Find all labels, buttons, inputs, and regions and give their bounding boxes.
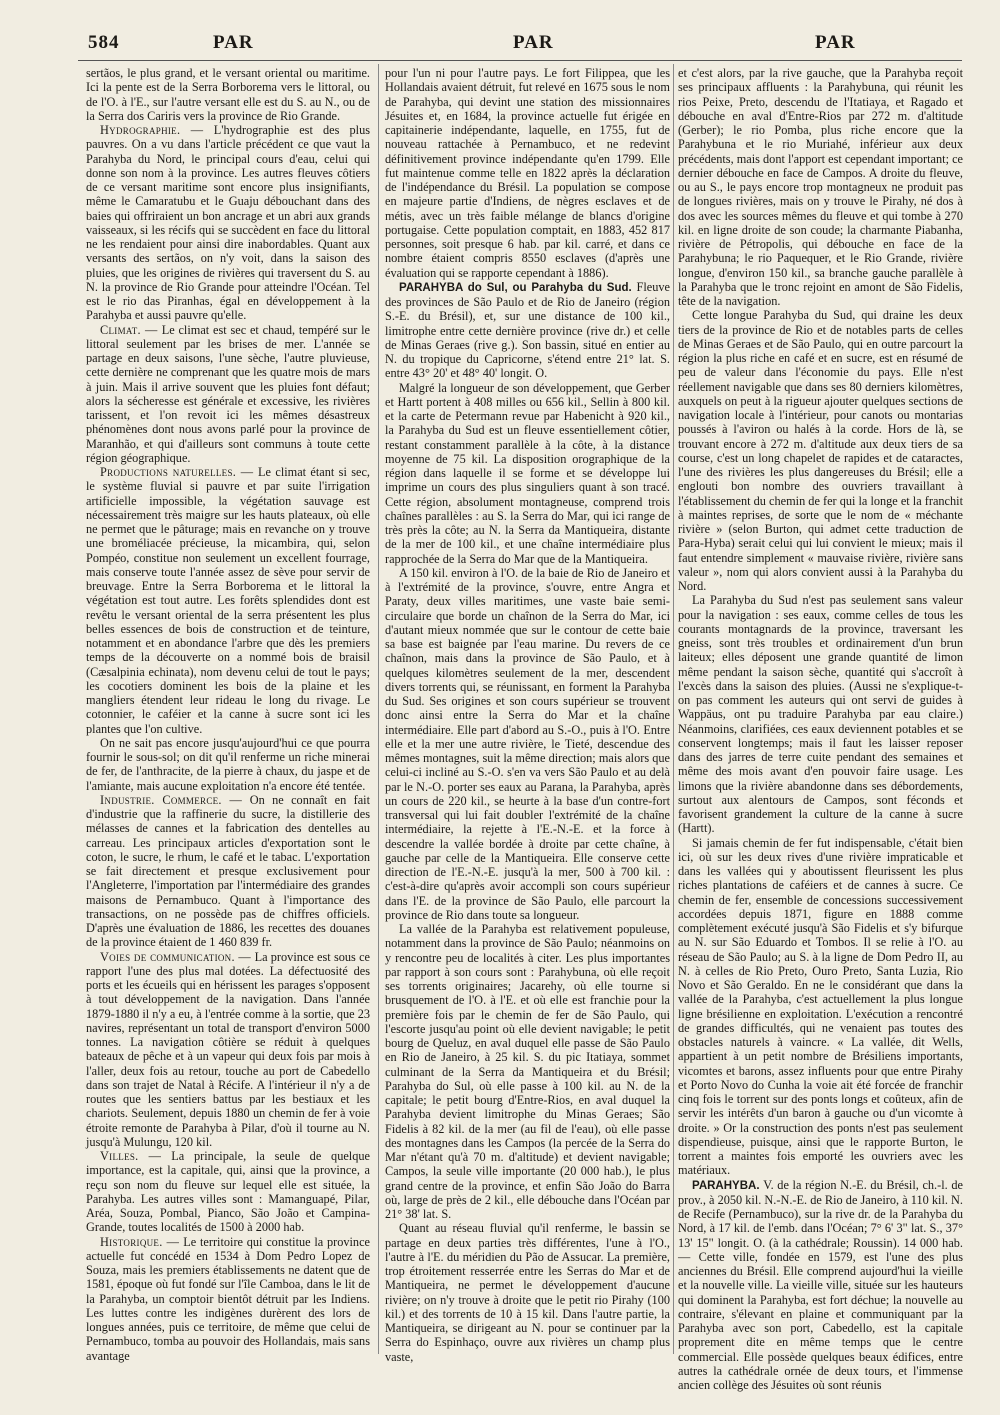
paragraph <box>86 793 370 950</box>
paragraph <box>86 950 370 1150</box>
paragraph-text: Si jamais chemin de fer fut indispensable, c'était bien ici, où sur les deux rives d'une rivière impraticable et dans les vallées qui y aboutissent fleurissent les plus riches plantations de caféiers et de cannes à sucre. Ce chemin de fer, ensemble de concessions successivement accordées depuis 1871, figure en 1888 comme complètement exécuté jusqu'à São Fidelis et s'y bifurque au N. sur São Eduardo et Tombos. Il se relie à l'O. au réseau de São Paulo; au S. à la ligne de Dom Pedro II, au N. à celles de Rio Preto, Ouro Preto, Santa Luzia, Rio Novo et São Geraldo. En ne le considérant que dans la vallée de la Parahyba, c'est actuellement la plus longue ligne brésilienne en exploitation. L'exécution a rencontré de grandes difficultés, qui ne venaient pas toutes des obstacles naturels à vaincre. « La vallée, dit Wells, appartient à un petit nombre de Brésiliens importants, vicomtes et barons, assez influents pour que entre Pirahy et Porto Novo do Cunha la voie ait été forcée de franchir cinq fois le torrent sur des ponts longs et coûteux, afin de servir les intérêts d'un baron à gauche ou d'un vicomte à droite. » Or la construction des ponts n'est pas seulement dispendieuse, puisque, ainsi que le rapporte Burton, le torrent a maintes fois emporté les ouvriers avec les matériaux. <box>678 835 963 1178</box>
paragraph <box>385 66 670 280</box>
paragraph <box>678 1178 963 1393</box>
paragraph-heading: Hydrographie. — <box>100 123 214 137</box>
paragraph-heading: Villes. — <box>100 1149 172 1163</box>
paragraph-text: On ne sait pas encore jusqu'aujourd'hui ce que pourra fournir le sous-sol; on dit qu'il renferme un riche minerai de fer, de l'anthracite, de la pierre à chaux, du jaspe et de l'amiante, mais aucune exploitation n'a encore été tentée. <box>86 735 370 793</box>
text-column-middle <box>385 66 670 1364</box>
paragraph-text: La province est sous ce rapport l'une des plus mal dotées. La défectuosité des ports et les écueils qui en hérissent les parages s'opposent à tout développement de la navigation. Dans l'année 1879-1880 il n'y a eu, à l'entrée comme à la sortie, que 23 navires, représentant un total de transport d'environ 5000 tonnes. La navigation côtière se réduit à quelques bateaux de pêche et à un vapeur qui deux fois par mois à l'aller, deux fois au retour, touche au port de Cabedello dans son trajet de Natal à Récife. A l'intérieur il n'y a de routes que les sentiers battus par les bestiaux et les chariots. Seulement, depuis 1880 un chemin de fer à voie étroite remonte de Parahyba à Pilar, d'où il tourne au N. jusqu'à Mulungu, 120 kil. <box>86 949 370 1149</box>
paragraph-text: et c'est alors, par la rive gauche, que la Parahyba reçoit ses principaux affluents : la Parahybuna, qui réunit les rios Peixe, Preto, descendu de l'Itatiaya, et Ragado et débouche en aval d'Entre-Rios par 272 m. d'altitude (Gerber); le rio Pomba, plus riche encore que la Parahybuna et le rio Muriahé, inférieur aux deux précédents, mais dont l'apport est cependant important; ce dernier débouche en face de Campos. A droite du fleuve, ou au S., le pays encore trop montagneux ne produit pas de longues rivières, mais on y trouve le Pirahy, né dos à dos avec les sources mêmes du fleuve et qui tombe à 270 kil. en ligne droite de son coude; la charmante Piabanha, rivière de Pétropolis, qui débouche en face de la Parahybuna; le rio Paquequer, et le Rio Grande, rivière longue, d'environ 150 kil., sa branche gauche parallèle à la Parahyba que le tronc rejoint en amont de São Fidelis, tête de la navigation. <box>678 66 963 308</box>
paragraph <box>86 66 370 123</box>
paragraph <box>385 922 670 1221</box>
paragraph <box>678 836 963 1178</box>
paragraph-heading: Historique. — <box>100 1234 184 1249</box>
paragraph-text: A 150 kil. environ à l'O. de la baie de Rio de Janeiro et à l'extrémité de la province, s'ouvre, entre Angra et Paraty, deux villes maritimes, une vaste baie semi-circulaire que borde un chaînon de la Serra do Mar, ici d'autant mieux nommée que sur le contour de cette baie sa base est baignée par l'eau marine. Du revers de ce chaînon, mais dans la province de São Paulo, et à quelques kilomètres seulement de la mer, descendent divers torrents qui, se réunissant, en forment la Parahyba du Sud. Ses origines et son cours supérieur se trouvent donc ainsi entre la Serra do Mar et la chaîne intermédiaire. Elle part d'abord au S.-O., puis à l'O. Entre elle et la mer une autre rivière, le Tieté, descendue des mêmes montagnes, suit la même direction; mais alors que celui-ci incliné au S.-O. s'en va vers São Paulo et au delà par le N.-O. porter ses eaux au Parana, la Parahyba, après un cours de 220 kil., se heurte à la base d'un contre-fort transversal qui lui fait doubler l'extrémité de la chaîne intermédiaire, la rejette à l'E.-N.-E. et la force à descendre la vallée bordée à droite par cette chaîne, à gauche par celle de la Mantiqueira. Elle conserve cette direction de l'E.-N.-E. jusqu'à la mer, 500 à 700 kil. : c'est-à-dire qu'après avoir accompli son cours supérieur dans l'E. de la province de São Paulo, elle parcourt la province de Rio dans toute sa longueur. <box>385 565 670 922</box>
paragraph <box>86 123 370 323</box>
paragraph-text: L'hydrographie est des plus pauvres. On a vu dans l'article précédent ce que vaut la Parahyba du Nord, le principal cours d'eau, celui qui donne son nom à la province. Les autres fleuves côtiers de ce versant maritime sont encore plus insignifiants, même le Camaratubu et le Guaju débouchant dans des baies qui offriraient un bon ancrage et un abri aux grands vaisseaux, si les récifs qui se succèdent en face du littoral ne les rendaient pour ainsi dire inabordables. Quant aux versants des sertãos, on n'y voit, dans la saison des pluies, que les origines de rivières qui traversent du S. au N. la province de Rio Grande pour atteindre l'Océan. Tel est le rio das Piranhas, égal en développement à la Parahyba et aussi pauvre qu'elle. <box>86 123 370 323</box>
column-divider <box>673 64 674 1354</box>
paragraph-text: Malgré la longueur de son développement, que Gerber et Hartt portent à 408 milles ou 656 kil., Sellin à 800 kil. et la carte de Petermann revue par Habenicht à 920 kil., la Parahyba du Sud est un fleuve essentiellement côtier, restant constamment parallèle à la côte, à la distance moyenne de 75 kil. La disposition orographique de la région dans laquelle il se forme et se développe lui imprime un cours des plus singuliers quant à son tracé. Cette région, absolument montagneuse, comprend trois chaînes parallèles : au S. la Serra do Mar, qui ici range de très près la côte; au N. la Serra da Mantiqueira, distante de la mer de 100 kil., et une chaîne intermédiaire plus rapprochée de la Serra do Mar que de la Mantiqueira. <box>385 380 670 566</box>
paragraph <box>86 1149 370 1235</box>
paragraph-heading: PARAHYBA do Sul, ou Parahyba du Sud. <box>399 281 637 294</box>
paragraph <box>86 465 370 736</box>
paragraph-text: Le territoire qui constitue la province actuelle fut concédé en 1534 à Dom Pedro Lopez de Souza, mais les premiers établissements ne datent que de 1581, époque où fut fondé sur l'île Camboa, dans le lit de la Parahyba, un comptoir bientôt détruit par les Indiens. Les luttes contre les indigènes durèrent des lors de longues années, puis ce territoire, de même que celui de Pernambuco, tomba au pouvoir des Hollandais, mais sans avantage <box>86 1234 370 1363</box>
paragraph-text: V. de la région N.-E. du Brésil, ch.-l. de prov., à 2050 kil. N.-N.-E. de Rio de Janeiro, à 110 kil. N. de Recife (Pernambuco), sur la rive dr. de la Parahyba du Nord, à 17 kil. de l'emb. dans l'Océan; 7° 6' 3" lat. S., 37° 13' 15" longit. O. (à la cathédrale; Roussin). 14 000 hab. — Cette ville, fondée en 1579, est l'une des plus anciennes du Brésil. Elle comprend aujourd'hui la vieille et la nouvelle ville. La vieille ville, située sur les hauteurs qui dominent la Parahyba, est fort déchue; la nouvelle au contraire, s'élevant en plaine et communiquant par la Parahyba avec son port, Cabedello, est la capitale proprement dite en même temps que le centre commercial. Elle possède quelques beaux édifices, entre autres la cathédrale ornée de deux tours, et l'immense ancien collège des Jésuites où sont réunis <box>678 1177 963 1392</box>
paragraph <box>678 66 963 308</box>
paragraph-text: Le climat est sec et chaud, tempéré sur le littoral seulement par les brises de mer. L'année se partage en deux saisons, l'une sèche, l'autre pluvieuse, cette dernière ne comprenant que les quatre mois de mars à juin. Mais il arrive souvent que les pluies font défaut; alors la sécheresse est générale et excessive, les rivières tarissent, et l'on revoit ici les mêmes désastreux phénomènes dont nous avons parlé pour la province de Maranhão, et qui d'ailleurs sont communs à toute cette région géographique. <box>86 322 371 465</box>
paragraph <box>678 593 963 835</box>
paragraph <box>385 566 670 922</box>
paragraph-text: Le climat étant si sec, le système fluvial si pauvre et par suite l'irrigation artificielle impossible, la végétation sauvage est nécessairement très maigre sur les hauts plateaux, où elle ne permet que le pâturage; mais en revanche on y trouve une broméliacée précieuse, la micambira, qui, selon Pompéo, constitue non seulement un excellent fourrage, mais conserve toute l'année assez de sève pour servir de breuvage. Entre la Serra Borborema et le littoral la végétation est tout autre. Les forêts splendides dont est revêtu le versant oriental de la serra présentent les plus belles essences de bois de construction et de teinture, notamment et en abondance l'arbre que dès les premiers temps de la découverte on a nommé bois de braisil (Cæsalpinia echinata), nom devenu celui de tout le pays; les cocotiers dominent les bois de la plaine et les mangliers étendent leur rideau le long du rivage. Le cotonnier, le caféier et la canne à sucre sont ici les plantes que l'on cultive. <box>86 465 370 736</box>
header-rule <box>78 60 962 61</box>
paragraph-heading: PARAHYBA. <box>692 1179 764 1192</box>
text-column-right <box>678 66 963 1392</box>
running-head-center: PAR <box>513 32 554 53</box>
page-number: 584 <box>88 32 120 53</box>
paragraph-heading: Climat. — <box>100 322 162 337</box>
running-head-right: PAR <box>815 32 856 53</box>
paragraph-text: sertãos, le plus grand, et le versant oriental ou maritime. Ici la pente est de la Serra Borborema vers le littoral, ou de l'O. à l'E., sur l'autre versant elle est du S. au N., ou de la Serra dos Cariris vers la province de Rio Grande. <box>86 66 370 123</box>
paragraph-text: Quant au réseau fluvial qu'il renferme, le bassin se partage en deux parties très différentes, l'une à l'O., l'autre à l'E. du méridien du Pão de Assucar. La première, trop étroitement resserrée entre les Serras do Mar et de Mantiqueira, ne permet le développement d'aucune rivière; on n'y trouve à droite que le petit rio Pirahy (100 kil.) et des torrents de 10 à 15 kil. Dans l'autre partie, la Mantiqueira, se dirigeant au N. pour se continuer par la Serra do Espinhaço, ouvre aux rivières un champ plus vaste, <box>385 1221 670 1364</box>
paragraph <box>86 736 370 793</box>
paragraph-heading: Industrie. Commerce. — <box>100 792 250 807</box>
paragraph <box>385 1221 670 1364</box>
text-column-left <box>86 66 371 1363</box>
paragraph-heading: Voies de communication. — <box>100 949 255 964</box>
paragraph-text: Cette longue Parahyba du Sud, qui draine les deux tiers de la province de Rio et de notables parts de celles de Minas Geraes et de São Paulo, qui en outre parcourt la région la plus riche en café et en sucre, est en résumé de peu de valeur dans l'économie du pays. Elle n'est réellement navigable que dans ses 80 derniers kilomètres, auxquels on peut à la rigueur ajouter quelques sections de navigation locale à l'intérieur, pour canots ou montarias poussés à l'aviron ou halés à la corde. Hors de là, se trouvant encore à 272 m. d'altitude aux deux tiers de sa course, c'est un long chapelet de rapides et de cataractes, l'une des rivières les plus dangereuses du Brésil; elle a englouti bon nombre des ouvriers travaillant à l'établissement du chemin de fer qui la longe et la franchit à maintes reprises, de sorte que le nom de « méchante rivière » (selon Burton, qui admet cette traduction de Para-Hyba) serait celui qui lui convient le mieux; mais il faut entendre simplement « mauvaise rivière, rivière sans valeur », nom qui alors convient aussi à la Parahyba du Nord. <box>678 308 963 593</box>
paragraph-text: On ne connaît en fait d'industrie que la raffinerie du sucre, la distillerie des mélasses de cannes et la fabrication des dentelles au carreau. Les principaux articles d'exportation sont le coton, le sucre, le rhum, le café et le tabac. L'exportation se fait directement et presque exclusivement pour l'Angleterre, l'importation par l'intermédiaire des grandes maisons de Pernambuco. Quant à l'importance des transactions, on ne possède pas de chiffres officiels. D'après une évaluation de 1886, les recettes des douanes de la province étaient de 1 460 839 fr. <box>86 792 370 950</box>
paragraph <box>385 381 670 566</box>
paragraph-text: La Parahyba du Sud n'est pas seulement sans valeur pour la navigation : ses eaux, comme celles de tous les courants montagnards de la province, traversant les gneiss, sont très troubles et ordinairement d'un brun laiteux; elles déposent une grande quantité de limon même pendant la saison sèche, quantité qui s'accroît à l'excès dans la saison des pluies. (Aussi ne s'explique-t-on pas comment les auteurs qui ont servi de guides à Wappäus, ont pu traduire Parahyba par eau claire.) Néanmoins, clarifiées, ces eaux deviennent potables et se conservent longtemps; mais il faut les laisser reposer dans des jarres de terre cuite pendant des semaines et même des mois avant d'en pouvoir faire usage. Les limons que la rivière abandonne dans ses débordements, surtout aux alentours de Campos, sont féconds et favorisent grandement la culture de la canne à sucre (Hartt). <box>678 593 963 836</box>
paragraph <box>86 1235 370 1363</box>
paragraph-heading: Productions naturelles. — <box>100 465 259 479</box>
paragraph <box>385 280 670 381</box>
paragraph-text: La vallée de la Parahyba est relativement populeuse, notamment dans la province de São Paulo; néanmoins on y rencontre peu de localités à citer. Les plus importantes par rapport à son cours sont : Parahybuna, où elle reçoit ses torrents originaires; Jacarehy, où elle tourne si brusquement de l'O. à l'E. et où elle est franchie pour la première fois par le chemin de fer de São Paulo, qui l'escorte jusqu'au point où elle devient navigable; le petit bourg de Queluz, en aval duquel elle passe de São Paulo en Rio de Janeiro, à 25 kil. S. du pic Itatiaya, sommet culminant de la Serra da Mantiqueira et du Brésil; Parahyba do Sul, où elle passe à 100 kil. au N. de la capitale; le petit bourg d'Entre-Rios, en aval duquel la Parahyba devient limitrophe du Minas Geraes; São Fidelis à 82 kil. de la mer (au fil de l'eau), où elle passe des montagnes dans les Campos (la percée de la Serra do Mar n'étant qu'à 70 m. d'altitude) et devient navigable; Campos, la seule ville importante (20 000 hab.), le plus grand centre de la province, et enfin São João do Barra où, large de près de 2 kil., elle débouche dans l'Océan par 21° 38' lat. S. <box>385 922 670 1221</box>
paragraph-text: Fleuve des provinces de São Paulo et de Rio de Janeiro (région S.-E. du Brésil), et, sur une distance de 100 kil., limitrophe entre cette dernière province (rive dr.) et celle de Minas Geraes (rive g.). Son bassin, situé en entier au N. du tropique du Capricorne, s'étend entre 21° lat. S. entre 43° 20' et 48° 40' longit. O. <box>385 279 670 381</box>
paragraph <box>678 308 963 593</box>
paragraph-text: La principale, la seule de quelque importance, est la capitale, qui, ainsi que la province, a reçu son nom du fleuve sur lequel elle est située, la Parahyba. Les autres villes sont : Mamanguapé, Pilar, Aréa, Souza, Pombal, Pianco, São João et Campina-Grande, toutes localités de 1500 à 2000 hab. <box>86 1149 370 1235</box>
running-head-left: PAR <box>213 32 254 53</box>
paragraph-text: pour l'un ni pour l'autre pays. Le fort Filippea, que les Hollandais avaient détruit, fut relevé en 1675 sous le nom de Parahyba, qui devint une station des missionnaires Jésuites et, en 1684, la province actuelle fut érigée en capitainerie indépendante, laquelle, en 1755, fut de nouveau rattachée à Pernambuco, et ne redevint définitivement province indépendante qu'en 1799. Elle fut maintenue comme telle en 1822 après la déclaration de l'indépendance du Brésil. La population se compose en majeure partie d'Indiens, de nègres esclaves et de métis, avec un très faible mélange de blancs d'origine portugaise. Cette population comptait, en 1883, 452 817 personnes, soit presque 6 hab. par kil. carré, et dans ce nombre étaient compris 8550 esclaves (d'après une évaluation qui se rapporte cependant à 1886). <box>385 66 670 280</box>
column-divider <box>378 64 379 1354</box>
paragraph <box>86 323 370 466</box>
